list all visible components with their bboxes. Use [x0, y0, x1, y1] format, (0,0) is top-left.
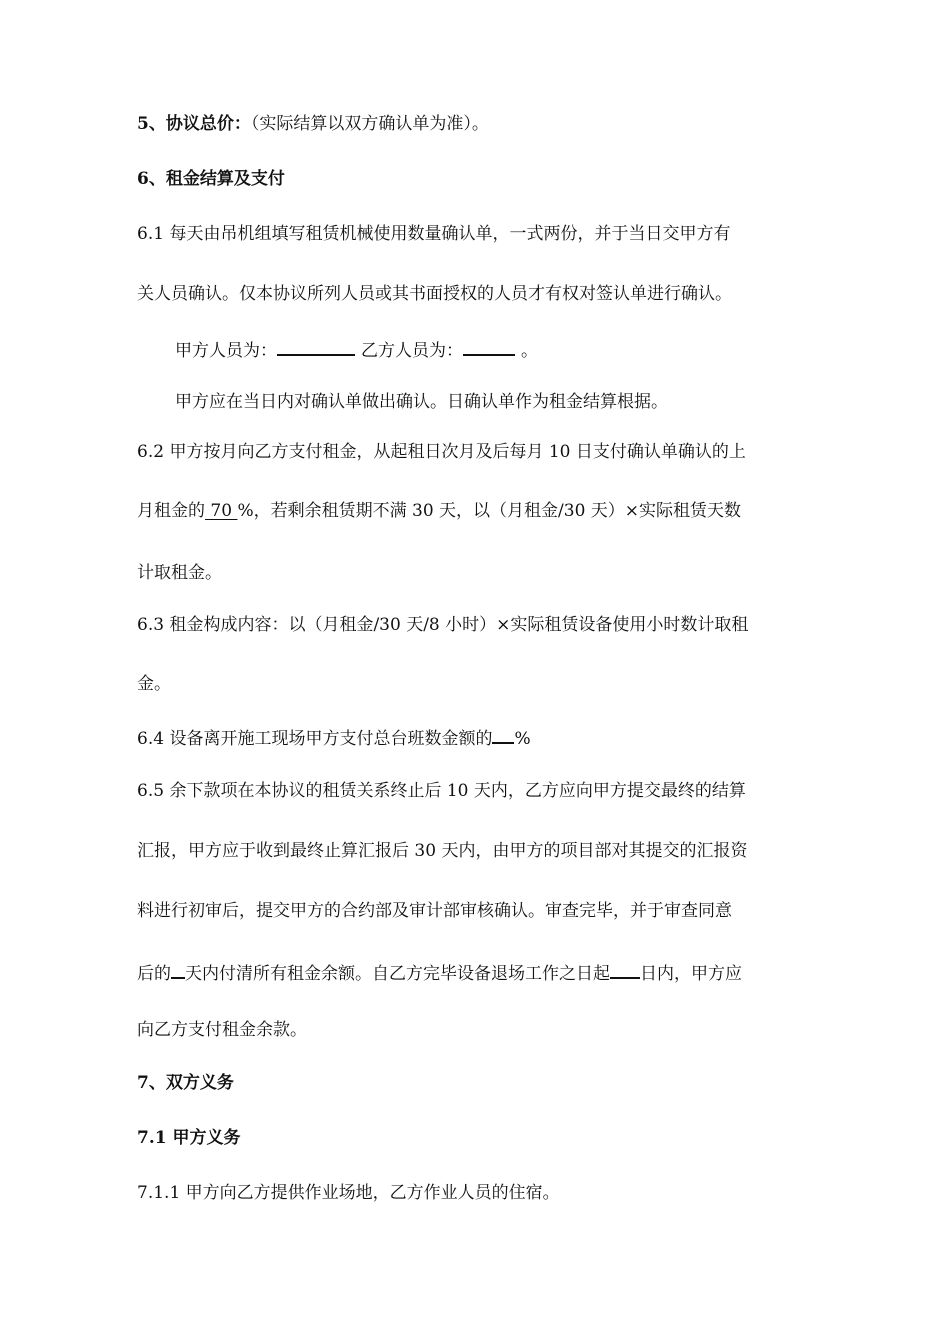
clause-7-1-1: 7.1.1 甲方向乙方提供作业场地，乙方作业人员的住宿。 — [137, 1183, 560, 1203]
section-7-heading: 7、双方义务 — [137, 1073, 234, 1093]
clause-6-5-line-4-mid: 天内付清所有租金余额。自乙方完毕设备退场工作之日起 — [185, 964, 610, 984]
party-a-persons-blank — [277, 336, 355, 356]
clause-6-2-line-3: 计取租金。 — [137, 563, 222, 583]
clause-6-1-line-2: 关人员确认。仅本协议所列人员或其书面授权的人员才有权对签认单进行确认。 — [137, 284, 732, 304]
clause-6-2-pre: 月租金的 — [137, 501, 205, 521]
clause-6-5-line-4-pre: 后的 — [137, 964, 171, 984]
clause-6-2-post: %，若剩余租赁期不满 30 天，以（月租金/30 天）×实际租赁天数 — [237, 501, 742, 521]
clause-6-5-line-4-post: 日内，甲方应 — [640, 964, 742, 984]
clause-6-4-post: % — [514, 729, 531, 749]
clause-6-3-line-2: 金。 — [137, 674, 171, 694]
payment-days-blank — [171, 959, 185, 979]
section-6-heading: 6、租金结算及支付 — [137, 169, 285, 189]
clause-6-2-line-2 — [137, 499, 827, 523]
exit-days-blank — [610, 959, 640, 979]
clause-6-1-confirm-note: 甲方应在当日内对确认单做出确认。日确认单作为租金结算根据。 — [175, 392, 668, 412]
section-7-1-heading: 7.1 甲方义务 — [137, 1128, 241, 1148]
clause-6-4 — [137, 724, 827, 751]
rent-percentage-value: 70 — [205, 501, 238, 521]
section-5-total-price — [137, 112, 827, 136]
clause-6-5-line-3: 料进行初审后，提交甲方的合约部及审计部审核确认。审查完毕，并于审查同意 — [137, 901, 732, 921]
clause-6-5-line-4 — [137, 959, 827, 986]
clause-6-4-pre: 6.4 设备离开施工现场甲方支付总台班数金额的 — [137, 729, 493, 749]
clause-6-5-line-1: 6.5 余下款项在本协议的租赁关系终止后 10 天内，乙方应向甲方提交最终的结算 — [137, 781, 746, 801]
clause-6-1-line-1: 6.1 每天由吊机组填写租赁机械使用数量确认单，一式两份，并于当日交甲方有 — [137, 224, 731, 244]
clause-6-2-line-1: 6.2 甲方按月向乙方支付租金，从起租日次月及后每月 10 日支付确认单确认的上 — [137, 442, 746, 462]
party-b-persons-label: 乙方人员为： — [361, 341, 463, 361]
clause-6-5-line-2: 汇报，甲方应于收到最终止算汇报后 30 天内，由甲方的项目部对其提交的汇报资 — [137, 841, 748, 861]
clause-6-1-persons — [175, 336, 865, 363]
persons-end-mark: 。 — [521, 341, 538, 361]
party-a-persons-label: 甲方人员为： — [175, 341, 277, 361]
clause-6-5-line-5: 向乙方支付租金余款。 — [137, 1020, 307, 1040]
section-5-text: （实际结算以双方确认单为准）。 — [250, 114, 489, 134]
party-b-persons-blank — [463, 336, 515, 356]
clause-6-3-line-1: 6.3 租金构成内容：以（月租金/30 天/8 小时）×实际租赁设备使用小时数计取租 — [137, 615, 749, 635]
clause-6-4-blank — [492, 724, 514, 744]
section-5-label: 5、协议总价： — [137, 114, 251, 134]
